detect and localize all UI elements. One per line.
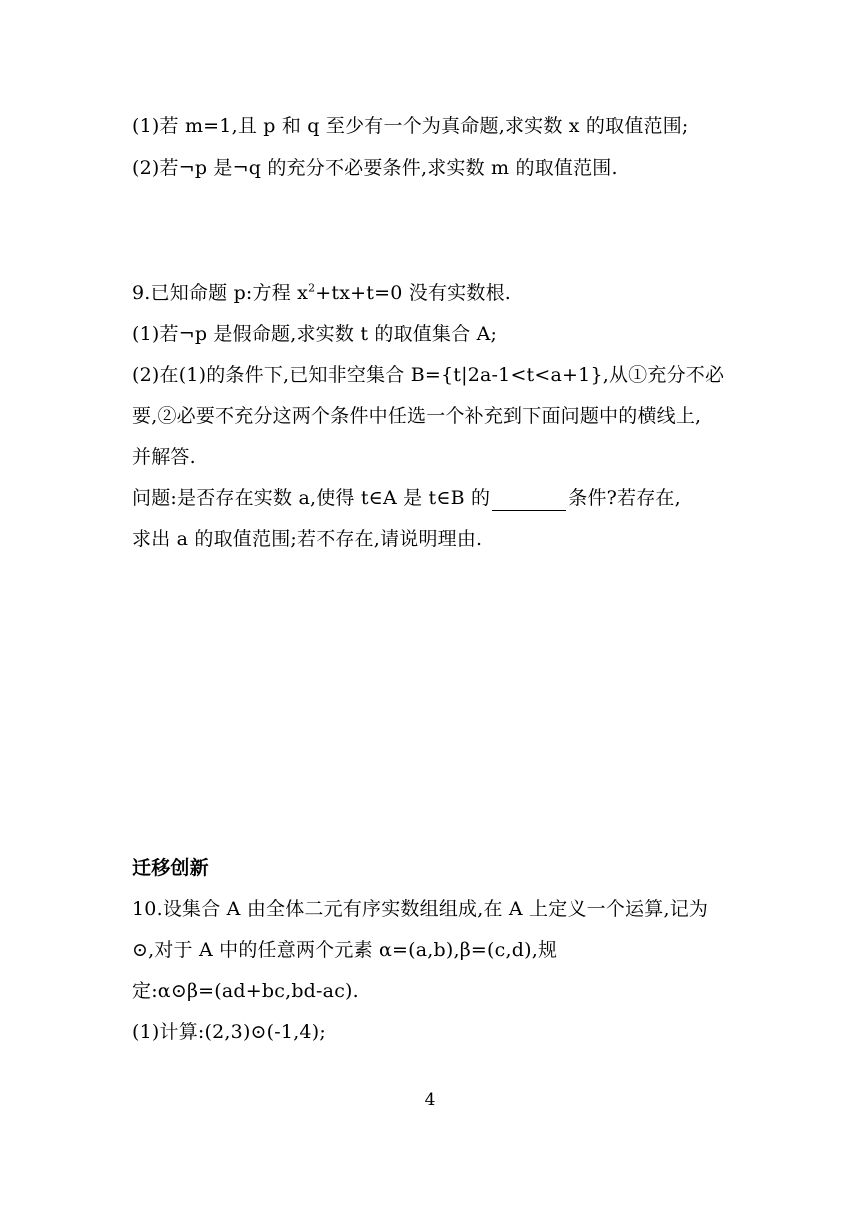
q9-stem bbox=[132, 280, 511, 306]
q9-stem-before: 9.已知命题 p:方程 x bbox=[132, 282, 309, 304]
q10-part1: (1)计算:(2,3)⊙(-1,4); bbox=[132, 1021, 326, 1043]
q9-stem-exponent: 2 bbox=[308, 281, 316, 295]
q8-part2: (2)若¬p 是¬q 的充分不必要条件,求实数 m 的取值范围. bbox=[132, 157, 618, 179]
q9-part1: (1)若¬p 是假命题,求实数 t 的取值集合 A; bbox=[132, 323, 498, 345]
q9-stem-after: +tx+t=0 没有实数根. bbox=[315, 282, 512, 304]
q9-question-line2: 求出 a 的取值范围;若不存在,请说明理由. bbox=[132, 528, 483, 550]
q10-line3: 定:α⊙β=(ad+bc,bd-ac). bbox=[132, 980, 359, 1002]
page-number: 4 bbox=[424, 1090, 436, 1110]
q10-line2: ⊙,对于 A 中的任意两个元素 α=(a,b),β=(c,d),规 bbox=[132, 939, 558, 961]
answer-blank bbox=[492, 490, 566, 511]
q9-part2-line1: (2)在(1)的条件下,已知非空集合 B={t|2a-1<t<a+1},从①充分不必 bbox=[132, 364, 725, 386]
q9-part2-line3: 并解答. bbox=[132, 446, 196, 468]
q10-line1: 10.设集合 A 由全体二元有序实数组组成,在 A 上定义一个运算,记为 bbox=[132, 898, 709, 920]
q9-question-before: 问题:是否存在实数 a,使得 t∈A 是 t∈B 的 bbox=[132, 487, 491, 509]
q9-question bbox=[132, 485, 681, 511]
q8-part1: (1)若 m=1,且 p 和 q 至少有一个为真命题,求实数 x 的取值范围; bbox=[132, 115, 689, 137]
section-title: 迁移创新 bbox=[132, 857, 209, 879]
q9-question-after: 条件?若存在, bbox=[568, 487, 681, 509]
q9-part2-line2: 要,②必要不充分这两个条件中任选一个补充到下面问题中的横线上, bbox=[132, 405, 702, 427]
